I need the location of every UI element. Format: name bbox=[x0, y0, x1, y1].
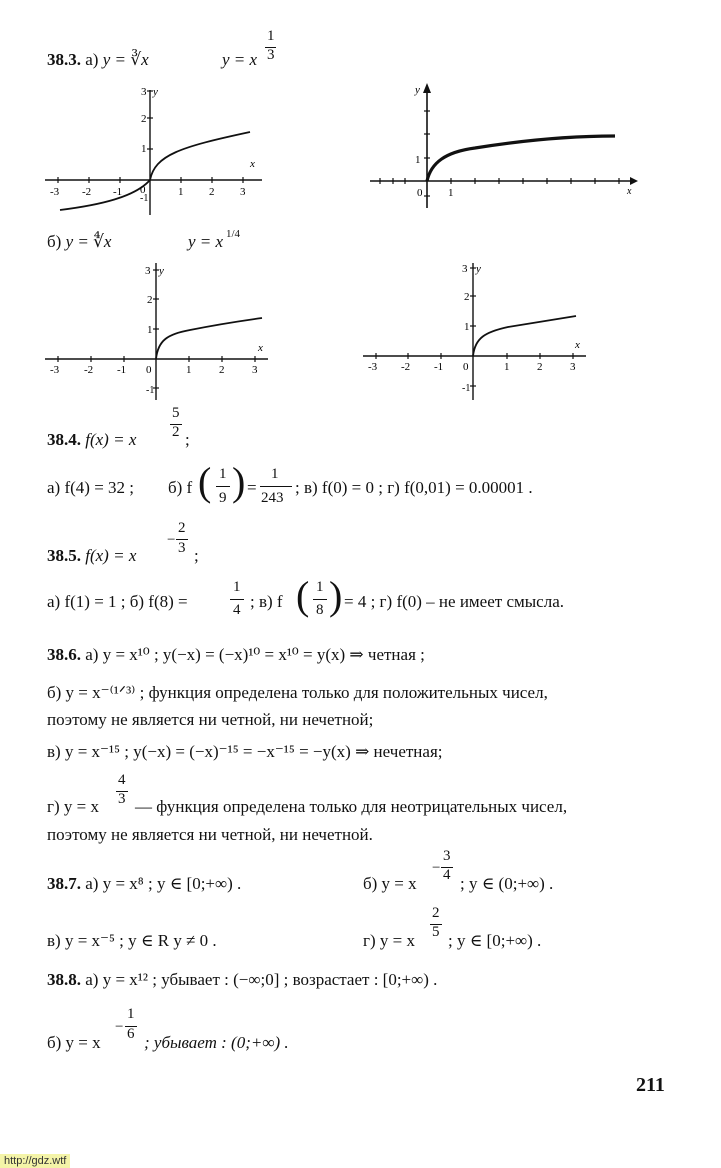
formula-cbrt: y = ∛x bbox=[102, 50, 149, 69]
tick-label: -1 bbox=[146, 385, 155, 396]
problem-38-6-b1 bbox=[47, 683, 548, 703]
frac-bar bbox=[216, 486, 230, 487]
frac-bar bbox=[313, 599, 327, 600]
exp-den: 3 bbox=[178, 540, 186, 556]
tick-label: 3 bbox=[145, 265, 151, 277]
exp: 1/4 bbox=[226, 228, 241, 240]
chart-4th-root bbox=[40, 258, 275, 403]
curve bbox=[60, 132, 250, 210]
text: ; в) f bbox=[250, 592, 283, 611]
problem-number: 38.6. bbox=[47, 645, 81, 664]
text: поэтому не является ни четной, ни нечетной; bbox=[47, 710, 374, 729]
problem-38-6-b2 bbox=[47, 710, 373, 730]
exp-den: 5 bbox=[432, 924, 440, 940]
problem-38-5-def bbox=[47, 546, 136, 566]
problem-38-6-g2 bbox=[47, 825, 373, 845]
tick-label: 2 bbox=[209, 186, 215, 198]
axis-label: y bbox=[476, 263, 481, 275]
tick-label: -1 bbox=[462, 383, 471, 394]
page-number: 211 bbox=[636, 1074, 665, 1096]
tick-label: 3 bbox=[141, 86, 147, 98]
problem-38-6-v bbox=[47, 742, 443, 762]
tick-label: -1 bbox=[140, 193, 149, 204]
text: г) y = x bbox=[363, 931, 415, 950]
exp-num: 5 bbox=[172, 405, 180, 421]
problem-38-7-b-pre bbox=[363, 874, 417, 894]
exp-den: 3 bbox=[267, 47, 275, 63]
tick-label: 1 bbox=[141, 143, 147, 155]
tick-label: 2 bbox=[147, 294, 153, 306]
tick-label: 2 bbox=[537, 361, 543, 373]
problem-38-8-b-pre bbox=[47, 1033, 101, 1053]
text: б) y = x⁻⁽¹ᐟ³⁾ ; функция определена только для положительных чисел, bbox=[47, 683, 548, 702]
y-arrow bbox=[423, 83, 431, 93]
text: — функция определена только для неотрицательных чисел, bbox=[135, 797, 568, 816]
exp-num: 2 bbox=[432, 905, 440, 921]
tick-label: 2 bbox=[141, 113, 147, 125]
axis-label: y bbox=[153, 86, 158, 98]
problem-38-4-rest bbox=[295, 478, 533, 498]
tick-label: 0 bbox=[140, 184, 146, 196]
problem-38-7-b-post bbox=[460, 874, 553, 894]
tick-label: 1 bbox=[464, 321, 470, 333]
tick-label: 1 bbox=[186, 364, 192, 376]
tick-label: 1 bbox=[415, 154, 421, 166]
exp-num: 2 bbox=[178, 520, 186, 536]
tick-label: -3 bbox=[50, 186, 60, 198]
text: ; y ∈ [0;+∞) . bbox=[448, 931, 542, 950]
tick-label: -1 bbox=[117, 364, 127, 376]
x-arrow bbox=[630, 177, 638, 185]
sub-label: а) bbox=[85, 50, 99, 69]
tick-label: 1 bbox=[178, 186, 184, 198]
frac-bar bbox=[230, 599, 244, 600]
axis-label: x bbox=[250, 158, 255, 170]
semicolon: ; bbox=[194, 546, 199, 565]
text: в) y = x⁻⁵ ; y ∈ R y ≠ 0 . bbox=[47, 931, 217, 950]
tick-label: -1 bbox=[434, 361, 444, 373]
problem-number: 38.4. bbox=[47, 430, 81, 449]
axis-label: x bbox=[575, 339, 580, 351]
problem-38-4-a bbox=[47, 478, 134, 498]
tick-label: 3 bbox=[240, 186, 246, 198]
chart-power-1-4 bbox=[358, 258, 593, 403]
semicolon: ; bbox=[185, 430, 190, 449]
chart-cbrt bbox=[40, 85, 270, 225]
problem-38-6-g1 bbox=[135, 797, 567, 817]
exp-den: 3 bbox=[118, 791, 126, 807]
tick-label: 1 bbox=[147, 324, 153, 336]
exp-sign: − bbox=[167, 532, 176, 548]
axis-label: x bbox=[627, 186, 632, 197]
exp-num: 1 bbox=[127, 1006, 135, 1022]
problem-number: 38.7. bbox=[47, 874, 81, 893]
exp-num: 4 bbox=[118, 772, 126, 788]
exp-sign: − bbox=[432, 860, 441, 876]
frac-num: 1 bbox=[219, 466, 227, 482]
frac-den: 9 bbox=[219, 490, 227, 506]
exp-num: 1 bbox=[267, 28, 275, 44]
text: б) y = x bbox=[363, 874, 417, 893]
problem-38-5-rest bbox=[344, 592, 564, 612]
text: г) y = x bbox=[47, 797, 99, 816]
problem-38-5-a bbox=[47, 592, 188, 612]
chart-power-1-3 bbox=[365, 78, 640, 213]
text: ; убывает : (0;+∞) . bbox=[144, 1033, 289, 1052]
frac-den: 4 bbox=[233, 602, 241, 618]
formula: f(x) = x bbox=[85, 430, 137, 449]
tick-label: 0 bbox=[146, 364, 152, 376]
exp-sign: − bbox=[115, 1019, 124, 1035]
problem-38-3-a-line bbox=[47, 50, 149, 70]
problem-38-5-v bbox=[250, 592, 283, 612]
frac-num: 1 bbox=[316, 579, 324, 595]
text: а) y = x⁸ ; y ∈ [0;+∞) . bbox=[85, 874, 242, 893]
problem-number: 38.5. bbox=[47, 546, 81, 565]
watermark-link[interactable]: http://gdz.wtf bbox=[0, 1154, 70, 1168]
tick-label: 3 bbox=[252, 364, 258, 376]
axis-label: y bbox=[415, 84, 420, 96]
exp-den: 6 bbox=[127, 1026, 135, 1042]
text: а) y = x¹² ; убывает : (−∞;0] ; возрастает : [0;+∞) . bbox=[85, 970, 438, 989]
text: поэтому не является ни четной, ни нечетной. bbox=[47, 825, 373, 844]
frac-bar bbox=[260, 486, 292, 487]
formula-base: y = x bbox=[222, 50, 258, 69]
tick-label: 2 bbox=[464, 291, 470, 303]
problem-38-8-a bbox=[47, 970, 437, 990]
text: а) f(4) = 32 ; bbox=[47, 478, 135, 497]
formula: f(x) = x bbox=[85, 546, 137, 565]
formula-power-1-4 bbox=[188, 232, 223, 252]
frac-den: 243 bbox=[261, 490, 284, 506]
problem-38-7-v bbox=[47, 931, 217, 951]
formula-4th-root: y = ∜x bbox=[65, 232, 112, 251]
tick-label: -2 bbox=[401, 361, 411, 373]
tick-label: -1 bbox=[113, 186, 123, 198]
paren-right: ) bbox=[232, 459, 246, 504]
formula-base: y = x bbox=[188, 232, 224, 251]
exp-num: 3 bbox=[443, 848, 451, 864]
problem-38-8-b-post bbox=[144, 1033, 289, 1053]
problem-38-7-a bbox=[47, 874, 241, 894]
frac-den: 8 bbox=[316, 602, 324, 618]
problem-38-4-def bbox=[47, 430, 136, 450]
text: ; в) f(0) = 0 ; г) f(0,01) = 0.00001 . bbox=[295, 478, 533, 497]
tick-label: -2 bbox=[84, 364, 94, 376]
tick-label: 0 bbox=[417, 187, 423, 199]
formula-power-1-3 bbox=[222, 50, 257, 70]
tick-label: 1 bbox=[448, 187, 454, 199]
problem-38-3-b-line bbox=[47, 232, 111, 252]
problem-number: 38.8. bbox=[47, 970, 81, 989]
tick-label: -3 bbox=[368, 361, 378, 373]
tick-label: -3 bbox=[50, 364, 60, 376]
text: а) f(1) = 1 ; б) f(8) = bbox=[47, 592, 188, 611]
text: = 4 ; г) f(0) – не имеет смысла. bbox=[344, 592, 564, 611]
text: б) f bbox=[168, 478, 193, 497]
curve bbox=[473, 316, 576, 356]
frac-num: 1 bbox=[271, 466, 279, 482]
equals: = bbox=[247, 478, 257, 497]
problem-38-6-g-pre bbox=[47, 797, 99, 817]
tick-label: 3 bbox=[570, 361, 576, 373]
exp-den: 4 bbox=[443, 867, 451, 883]
curve bbox=[427, 136, 615, 181]
tick-label: 1 bbox=[504, 361, 510, 373]
problem-38-7-g-pre bbox=[363, 931, 415, 951]
curve bbox=[156, 318, 262, 359]
frac-num: 1 bbox=[233, 579, 241, 595]
text: а) y = x¹⁰ ; y(−x) = (−x)¹⁰ = x¹⁰ = y(x) ⇒ четная ; bbox=[85, 645, 425, 664]
axis-label: x bbox=[258, 342, 263, 354]
tick-label: 2 bbox=[219, 364, 225, 376]
problem-38-7-g-post bbox=[448, 931, 541, 951]
text: ; y ∈ (0;+∞) . bbox=[460, 874, 554, 893]
paren-right: ) bbox=[329, 573, 343, 618]
text: б) y = x bbox=[47, 1033, 101, 1052]
exp-den: 2 bbox=[172, 424, 180, 440]
problem-38-6-a bbox=[47, 645, 425, 665]
tick-label: 0 bbox=[463, 361, 469, 373]
problem-number: 38.3. bbox=[47, 50, 81, 69]
sub-label: б) bbox=[47, 232, 62, 251]
axis-label: y bbox=[159, 265, 164, 277]
text: в) y = x⁻¹⁵ ; y(−x) = (−x)⁻¹⁵ = −x⁻¹⁵ = −y(x) ⇒ нечетная; bbox=[47, 742, 443, 761]
paren-left: ( bbox=[198, 459, 212, 504]
tick-label: -2 bbox=[82, 186, 92, 198]
problem-38-4-b bbox=[168, 478, 192, 498]
paren-left: ( bbox=[296, 573, 310, 618]
tick-label: 3 bbox=[462, 263, 468, 275]
